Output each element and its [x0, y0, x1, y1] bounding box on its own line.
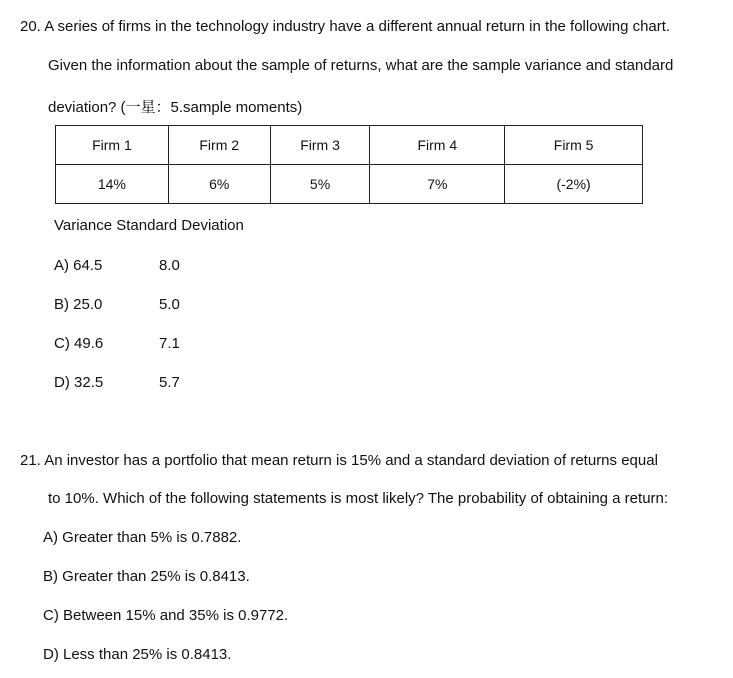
q21-option-c[interactable]: C) Between 15% and 35% is 0.9772. — [43, 607, 289, 624]
returns-table — [55, 125, 643, 204]
q20-text-line-2: Given the information about the sample of returns, what are the sample variance and standard — [48, 57, 674, 74]
table-cell: 7% — [370, 165, 505, 204]
table-row — [56, 165, 643, 204]
option-sd: 5.7 — [159, 374, 180, 391]
table-header-cell: Firm 2 — [168, 126, 270, 165]
q20-text-line-3: deviation? (一星：5.sample moments) — [48, 99, 303, 116]
table-header-cell: Firm 5 — [505, 126, 643, 165]
table-cell: 5% — [270, 165, 370, 204]
option-sd: 5.0 — [159, 296, 180, 313]
table-header-cell: Firm 3 — [270, 126, 370, 165]
q20-options-header: Variance Standard Deviation — [54, 217, 244, 234]
option-label: C) 49.6 — [54, 335, 104, 352]
q20-option-d[interactable] — [54, 374, 180, 391]
q20-option-a[interactable] — [54, 257, 180, 274]
table-header-cell: Firm 1 — [56, 126, 169, 165]
q20-option-b[interactable] — [54, 296, 180, 313]
option-sd: 8.0 — [159, 257, 180, 274]
table-cell: 6% — [168, 165, 270, 204]
q21-option-d[interactable]: D) Less than 25% is 0.8413. — [43, 646, 232, 663]
table-header-row — [56, 126, 643, 165]
option-label: A) 64.5 — [54, 257, 103, 274]
table-header-cell: Firm 4 — [370, 126, 505, 165]
option-label: D) 32.5 — [54, 374, 104, 391]
q21-text-line-2: to 10%. Which of the following statements is most likely? The probability of obtaining a return: — [48, 490, 669, 507]
option-sd: 7.1 — [159, 335, 180, 352]
q20-text-line-1: 20. A series of firms in the technology industry have a different annual return in the following chart. — [20, 18, 671, 35]
table-cell: (-2%) — [505, 165, 643, 204]
table-cell: 14% — [56, 165, 169, 204]
q20-option-c[interactable] — [54, 335, 180, 352]
option-label: B) 25.0 — [54, 296, 103, 313]
q21-option-b[interactable]: B) Greater than 25% is 0.8413. — [43, 568, 250, 585]
q21-text-line-1: 21. An investor has a portfolio that mean return is 15% and a standard deviation of returns equal — [20, 452, 658, 469]
q21-option-a[interactable]: A) Greater than 5% is 0.7882. — [43, 529, 242, 546]
